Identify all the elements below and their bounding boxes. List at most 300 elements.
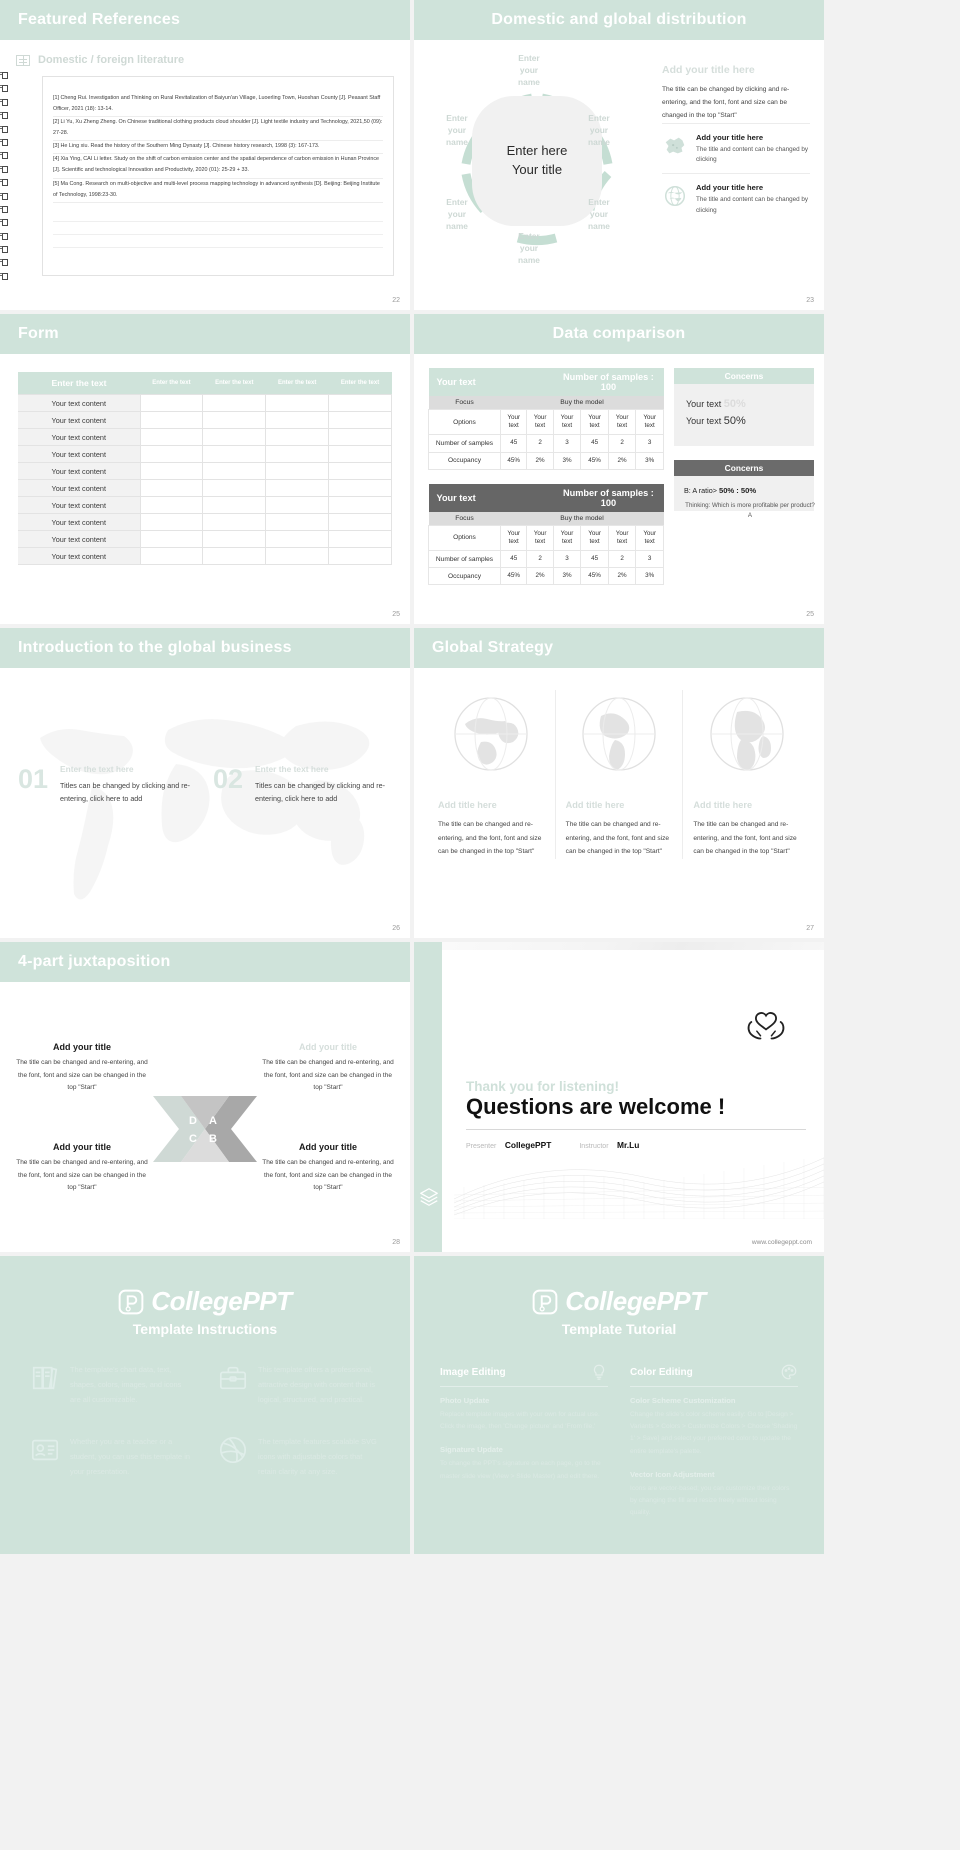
column-heading: Add title here [565, 800, 625, 810]
quadrant-body: The title can be changed and re-entering, and the font, font and size can be changed in the top "Start" [262, 1059, 394, 1092]
slide-global-strategy[interactable] [414, 628, 824, 938]
slide-body [0, 668, 410, 938]
table-cell: 2 [608, 435, 636, 452]
table-row[interactable] [18, 429, 392, 446]
petal-label: Enter your name [446, 197, 468, 232]
table-row[interactable] [18, 446, 392, 463]
slide-title: Featured References [18, 11, 181, 28]
table-cell[interactable] [140, 514, 203, 531]
table-row-options[interactable] [429, 410, 664, 435]
section-title: Vector Icon Adjustment [630, 1469, 715, 1479]
panel-template-instructions [0, 1256, 410, 1554]
lightbulb-icon [590, 1363, 608, 1381]
table-cell: 3 [553, 551, 581, 568]
section-body: Change the slide's color scheme easily: Go to [Design > Variants > Colors > Customize Colors > Choose 'Shading 1' > Save] and select your preferred color to update the entire template's palette. [630, 1411, 798, 1455]
book-stack-icon [30, 1363, 60, 1393]
presenter-label: Presenter [466, 1143, 497, 1150]
quadrant-top-right[interactable] [262, 1042, 394, 1095]
question-text: Thinking: Which is more profitable per product?A [685, 502, 815, 519]
table-cell: Your text [553, 410, 581, 435]
concerns-column [674, 368, 814, 599]
quadrant-top-left[interactable] [16, 1042, 148, 1095]
china-map-icon [662, 133, 688, 159]
slide-data-comparison[interactable] [414, 314, 824, 624]
slide-body [414, 668, 824, 859]
table-row[interactable] [18, 463, 392, 480]
table-cell[interactable] [329, 429, 392, 446]
table-row-occupancy[interactable] [429, 452, 664, 469]
slide-title: Domestic and global distribution [491, 11, 747, 28]
comparison-table-dark[interactable] [428, 484, 664, 586]
divider [466, 1129, 806, 1130]
table-row-options[interactable] [429, 525, 664, 550]
table-cell: 2% [527, 452, 553, 469]
table-cell: 2 [608, 551, 636, 568]
column-body: The title can be changed and re-entering, and the font, font and size can be changed in the top "Start" [565, 821, 670, 856]
concerns-card-dark[interactable] [674, 460, 815, 519]
table-cell[interactable] [203, 446, 266, 463]
table-cell[interactable] [140, 446, 203, 463]
globe-wrap [693, 690, 800, 778]
table-cell[interactable] [329, 531, 392, 548]
subtitle-label: Domestic / foreign literature [38, 54, 185, 66]
ratio-line [684, 486, 804, 495]
list-item-title: Add your title here [696, 182, 764, 192]
arrow-icon [0, 112, 8, 117]
quadrant-heading: Add your title [299, 1142, 357, 1152]
row-label: Occupancy [429, 568, 501, 585]
table-cell[interactable] [203, 412, 266, 429]
arrow-icon [0, 166, 8, 171]
column-heading: Add title here [693, 800, 753, 810]
palette-icon [780, 1363, 798, 1381]
table-row-samples[interactable] [429, 551, 664, 568]
petal-label: Enter your name [446, 113, 468, 148]
table-title-bar [429, 484, 664, 512]
table-cell[interactable] [140, 497, 203, 514]
section-body: To change the PPT's signature on each page, go to the master slide view (View > Slide Master) and edit there. [440, 1460, 601, 1480]
brand-name: CollegePPT [151, 1286, 292, 1316]
arrow-icon [0, 259, 8, 264]
globe-africa-icon [707, 694, 787, 774]
table-cell: 3% [636, 568, 664, 585]
tutorial-columns [414, 1363, 824, 1531]
arrow-bullet-list [0, 72, 16, 278]
wireframe-mesh-decoration [454, 1147, 824, 1219]
ratio-label: B: A ratio> [684, 486, 717, 495]
comparison-table-light[interactable] [428, 368, 664, 470]
concerns-line-1-value: 50% [723, 398, 746, 410]
arrow-icon [0, 206, 8, 211]
page-number: 22 [392, 297, 400, 304]
dribbble-icon [218, 1435, 248, 1465]
table-cell[interactable] [329, 497, 392, 514]
slide-header [414, 314, 824, 354]
arrow-icon [0, 246, 8, 251]
table-body [18, 395, 392, 565]
table-cell[interactable] [140, 531, 203, 548]
table-cell[interactable] [203, 463, 266, 480]
focus-left-label: Focus [429, 396, 501, 410]
subtitle-row [16, 54, 394, 66]
table-cell: 3 [636, 435, 664, 452]
concerns-line-2 [686, 415, 802, 427]
step-number-02: 02 [213, 764, 244, 794]
focus-right-label: Buy the model [501, 396, 664, 410]
table-cell[interactable] [140, 548, 203, 565]
concerns-header: Concerns [674, 368, 814, 384]
step-number-01: 01 [18, 764, 49, 794]
table-cell[interactable] [266, 480, 329, 497]
instruction-text: This template offers a professional, attractive design with content that is logical, structured, and practical. [258, 1365, 376, 1404]
table-cell: Your text [636, 525, 664, 550]
globe-americas-icon [579, 694, 659, 774]
table-cell[interactable] [140, 412, 203, 429]
focus-left-label: Focus [429, 512, 501, 526]
references-text [43, 77, 393, 248]
table-cell[interactable] [203, 514, 266, 531]
table-cell: Your text content [18, 412, 140, 429]
tutorial-column-color-editing [630, 1363, 798, 1531]
row-label: Options [429, 525, 501, 550]
table-cell[interactable] [329, 412, 392, 429]
petal-label: Enter your name [518, 53, 540, 88]
arrow-icon [0, 139, 8, 144]
table-cell[interactable] [329, 548, 392, 565]
table-cell: 45 [501, 435, 527, 452]
table-cell: 2 [527, 551, 553, 568]
slide-title: Data comparison [552, 325, 686, 342]
globe-wrap [438, 690, 545, 778]
reference-item: [2] Li Yu, Xu Zheng Zheng. On Chinese traditional clothing products cloud shoulder [J]. Light textile industry and Technology, 2021,50 (09): 27-28. [53, 117, 383, 141]
ratio-value: 50% : 50% [718, 486, 757, 495]
table-cell: Your text [581, 525, 609, 550]
table-cell: Your text content [18, 429, 140, 446]
petal-label: Enter your name [518, 231, 540, 266]
reference-item: [1] Cheng Rui. Investigation and Thinking on Rural Revitalization of Baiyun'an Village, Luoerling Town, Huoshan County [J]. Peasant Staff Officer, 2021 (18): 13-14. [53, 93, 383, 117]
column-header [440, 1363, 608, 1387]
column-header [630, 1363, 798, 1387]
arrow-icon [0, 99, 8, 104]
slide-body [414, 354, 824, 599]
table-cell[interactable] [266, 497, 329, 514]
table-cell: 2% [527, 568, 553, 585]
section-body: Icons are vector-based; you can customize their colors by changing the fill and resize freely without losing quality. [630, 1484, 790, 1517]
table-header-cell: Enter the text [203, 372, 266, 395]
x-shape-icon [151, 1090, 259, 1168]
table-cell: Your text [527, 410, 553, 435]
book-icon [16, 55, 30, 66]
petal-label: Enter your name [588, 113, 610, 148]
slide-title: Form [18, 325, 59, 342]
thankyou-headline: Questions are welcome ! [466, 1094, 726, 1119]
table-cell: Your text content [18, 531, 140, 548]
table-cell: Your text content [18, 395, 140, 412]
reference-item: [5] Ma Cong. Research on multi-objective and multi-level process mapping technology in advanced synthesis [D]. Beijing: Beijing Institute of Technology, 1998:23-30. [53, 179, 383, 203]
table-cell: Your text content [18, 497, 140, 514]
table-cell: 3 [553, 435, 581, 452]
arrow-icon [0, 273, 8, 278]
section-title: Signature Update [440, 1445, 503, 1455]
table-cell: 45% [501, 452, 527, 469]
row-label: Occupancy [429, 452, 501, 469]
slide-domestic-global-distribution[interactable] [414, 0, 824, 310]
table-cell: 45 [501, 551, 527, 568]
slide-title: 4-part juxtaposition [18, 953, 171, 970]
table-cell[interactable] [140, 480, 203, 497]
right-paragraph: The title can be changed by clicking and re-entering, and the font, font and size can be changed in the top "Start" [662, 86, 790, 120]
table-cell: Your text [608, 525, 636, 550]
table-cell: 2% [608, 568, 636, 585]
table-row[interactable] [18, 395, 392, 412]
table-row[interactable] [18, 497, 392, 514]
instruction-text: Whether you are a teacher or a student, you can use this template in your presentation. [70, 1437, 190, 1477]
slide-title: Global Strategy [432, 639, 554, 656]
table-cell[interactable] [266, 412, 329, 429]
slide-global-business[interactable] [0, 628, 410, 938]
step-heading: Enter the text here [255, 764, 329, 774]
slide-body [414, 40, 824, 269]
list-item-title: Add your title here [696, 132, 764, 142]
table-cell[interactable] [266, 548, 329, 565]
table-cell[interactable] [140, 429, 203, 446]
quadrant-heading: Add your title [53, 1142, 111, 1152]
list-item-body: The title and content can be changed by clicking [696, 145, 809, 164]
petal-label: Enter your name [588, 197, 610, 232]
slide-header [0, 942, 410, 982]
table-header-cell: Enter the text [329, 372, 392, 395]
table-cell[interactable] [203, 480, 266, 497]
slide-4-part-juxtaposition[interactable] [0, 942, 410, 1252]
slide-body [0, 40, 410, 276]
table-header-row [18, 372, 392, 395]
list-item-text [696, 133, 810, 166]
slide-body [0, 982, 410, 1252]
concerns-card-light[interactable] [674, 368, 814, 446]
website-url[interactable]: www.collegeppt.com [751, 1239, 812, 1246]
arrow-icon [0, 126, 8, 131]
column-heading: Color Editing [630, 1366, 693, 1378]
arrow-icon [0, 233, 8, 238]
panel-template-tutorial [414, 1256, 824, 1554]
globe-wrap [566, 690, 673, 778]
table-header-cell: Enter the text [18, 372, 140, 395]
table-cell: Your text content [18, 446, 140, 463]
arrow-icon [0, 219, 8, 224]
quadrant-body: The title can be changed and re-entering, and the font, font and size can be changed in the top "Start" [16, 1159, 148, 1192]
table-cell[interactable] [329, 395, 392, 412]
slide-header [0, 628, 410, 668]
concerns-body [674, 384, 814, 446]
slide-header [0, 0, 410, 40]
instructions-row-2 [0, 1435, 410, 1479]
list-item[interactable] [662, 123, 810, 173]
quadrant-bottom-left[interactable] [16, 1142, 148, 1195]
table-header-cell: Enter the text [140, 372, 203, 395]
section-title: Color Scheme Customization [630, 1396, 736, 1405]
tables-column [428, 368, 664, 599]
table-focus-row [429, 512, 664, 526]
instructor-value: Mr.Lu [617, 1140, 640, 1150]
table-cell[interactable] [203, 395, 266, 412]
collegeppt-logo-icon [532, 1289, 558, 1315]
table-row[interactable] [18, 548, 392, 565]
center-line-2: Your title [511, 162, 563, 177]
collegeppt-logo-icon [118, 1289, 144, 1315]
table-header-cell: Enter the text [266, 372, 329, 395]
instructor-label: Instructor [579, 1143, 609, 1150]
quadrant-body: The title can be changed and re-entering, and the font, font and size can be changed in the top "Start" [262, 1159, 394, 1192]
presenter-value: CollegePPT [504, 1140, 552, 1150]
list-item[interactable] [662, 173, 810, 223]
step-body: Titles can be changed by clicking and re-entering, click here to add [60, 781, 190, 804]
globe-icon [662, 183, 688, 209]
step-body: Titles can be changed by clicking and re-entering, click here to add [255, 781, 385, 804]
bar-left-label: Your text [436, 377, 476, 387]
step-block-02 [255, 764, 400, 806]
concerns-header: Concerns [674, 460, 814, 476]
layers-icon [418, 1186, 440, 1208]
strategy-column-2 [555, 690, 683, 859]
hands-heart-icon [744, 1000, 788, 1044]
table-cell: Your text content [18, 548, 140, 565]
table-cell: 3% [636, 452, 664, 469]
section-body: Replace template images with your own for actual use. Click the image, then 'Change picture' and 'From file.' [440, 1411, 600, 1431]
strategy-column-3 [682, 690, 810, 859]
list-item-text [696, 183, 810, 216]
id-card-icon [30, 1435, 60, 1465]
arrow-icon [0, 193, 8, 198]
arrow-icon [0, 179, 8, 184]
instruction-cell [218, 1435, 380, 1479]
row-label: Number of samples [429, 551, 501, 568]
arrow-icon [0, 152, 8, 157]
brand-row [0, 1286, 410, 1317]
table-cell: Your text content [18, 514, 140, 531]
row-label: Number of samples [429, 435, 501, 452]
table-cell: 45 [581, 435, 609, 452]
table-cell[interactable] [203, 548, 266, 565]
panel-subtitle: Template Tutorial [561, 1321, 677, 1337]
globe-flat-icon [451, 694, 531, 774]
table-cell[interactable] [266, 429, 329, 446]
table-cell[interactable] [203, 531, 266, 548]
table-cell[interactable] [329, 446, 392, 463]
table-title-bar [429, 368, 664, 396]
circular-diagram [422, 54, 652, 269]
table-cell[interactable] [266, 446, 329, 463]
svg-text:A: A [209, 1115, 217, 1127]
quadrant-heading: Add your title [299, 1042, 357, 1052]
table-cell[interactable] [329, 480, 392, 497]
table-cell: 3 [636, 551, 664, 568]
concerns-line-1-label: Your text [686, 399, 722, 409]
arrow-icon [0, 72, 8, 77]
table-row[interactable] [18, 412, 392, 429]
table-row[interactable] [18, 480, 392, 497]
table-cell: 2% [608, 452, 636, 469]
table-cell: 3% [553, 452, 581, 469]
slide-header [414, 0, 824, 40]
instruction-cell [30, 1435, 192, 1479]
column-body: The title can be changed and re-entering, and the font, font and size can be changed in the top "Start" [693, 821, 797, 856]
bar-right-label: Number of samples : 100 [562, 487, 654, 508]
arrow-icon [0, 85, 8, 90]
table-row[interactable] [18, 531, 392, 548]
table-cell[interactable] [203, 429, 266, 446]
focus-right-label: Buy the model [501, 512, 664, 526]
table-cell[interactable] [140, 395, 203, 412]
strategy-column-1 [428, 690, 555, 859]
instruction-cell [30, 1363, 192, 1407]
quadrant-bottom-right[interactable] [262, 1142, 394, 1195]
concerns-line-1 [686, 398, 802, 410]
table-cell[interactable] [266, 514, 329, 531]
table-cell[interactable] [266, 395, 329, 412]
table-cell: 2 [527, 435, 553, 452]
table-cell: Your text [553, 525, 581, 550]
quadrant-body: The title can be changed and re-entering, and the font, font and size can be changed in the top "Start" [16, 1059, 148, 1092]
right-content [652, 54, 810, 269]
reference-item: [3] He Ling xiu. Read the history of the Southern Ming Dynasty [J]. Chinese history research, 1998 (3): 167-173. [53, 141, 383, 154]
svg-text:C: C [189, 1133, 197, 1145]
table-cell: 45% [581, 452, 609, 469]
table-cell: Your text [501, 410, 527, 435]
table-row[interactable] [18, 514, 392, 531]
slide-thank-you[interactable] [414, 942, 824, 1252]
table-cell: 45% [501, 568, 527, 585]
concerns-line-2-label: Your text [686, 416, 722, 426]
instructions-row-1 [0, 1363, 410, 1407]
slide-form[interactable] [0, 314, 410, 624]
table-cell: 3% [553, 568, 581, 585]
table-cell[interactable] [266, 463, 329, 480]
concerns-body [674, 476, 815, 519]
right-heading: Add your title here [662, 64, 755, 76]
table-cell: Your text [608, 410, 636, 435]
row-label: Options [429, 410, 501, 435]
bar-right-label: Number of samples : 100 [562, 372, 654, 392]
table-focus-row [429, 396, 664, 410]
tutorial-column-image-editing [440, 1363, 608, 1531]
center-line-1: Enter here [506, 143, 568, 159]
table-cell[interactable] [203, 497, 266, 514]
form-table[interactable] [18, 372, 392, 565]
brand-row [414, 1286, 824, 1317]
step-heading: Enter the text here [60, 764, 134, 774]
table-row-samples[interactable] [429, 435, 664, 452]
table-cell: Your text [501, 525, 527, 550]
section-title: Photo Update [440, 1396, 490, 1405]
page-number: 23 [806, 297, 814, 304]
instruction-text: The template's chart data, text, shapes, colors, images, and icons are all customizable. [70, 1365, 182, 1404]
table-row-occupancy[interactable] [429, 568, 664, 585]
table-cell[interactable] [266, 531, 329, 548]
table-cell[interactable] [140, 463, 203, 480]
table-cell: Your text content [18, 480, 140, 497]
page-number: 26 [392, 925, 400, 932]
table-cell[interactable] [329, 463, 392, 480]
list-item-body: The title and content can be changed by clicking [696, 195, 809, 214]
slide-title: Introduction to the global business [18, 639, 292, 656]
svg-text:D: D [189, 1115, 197, 1127]
slide-featured-references[interactable] [0, 0, 410, 310]
table-cell[interactable] [329, 514, 392, 531]
table-cell: Your text content [18, 463, 140, 480]
page-number: 25 [392, 611, 400, 618]
page-number: 27 [806, 925, 814, 932]
thankyou-subtitle: Thank you for listening! [466, 1079, 620, 1094]
